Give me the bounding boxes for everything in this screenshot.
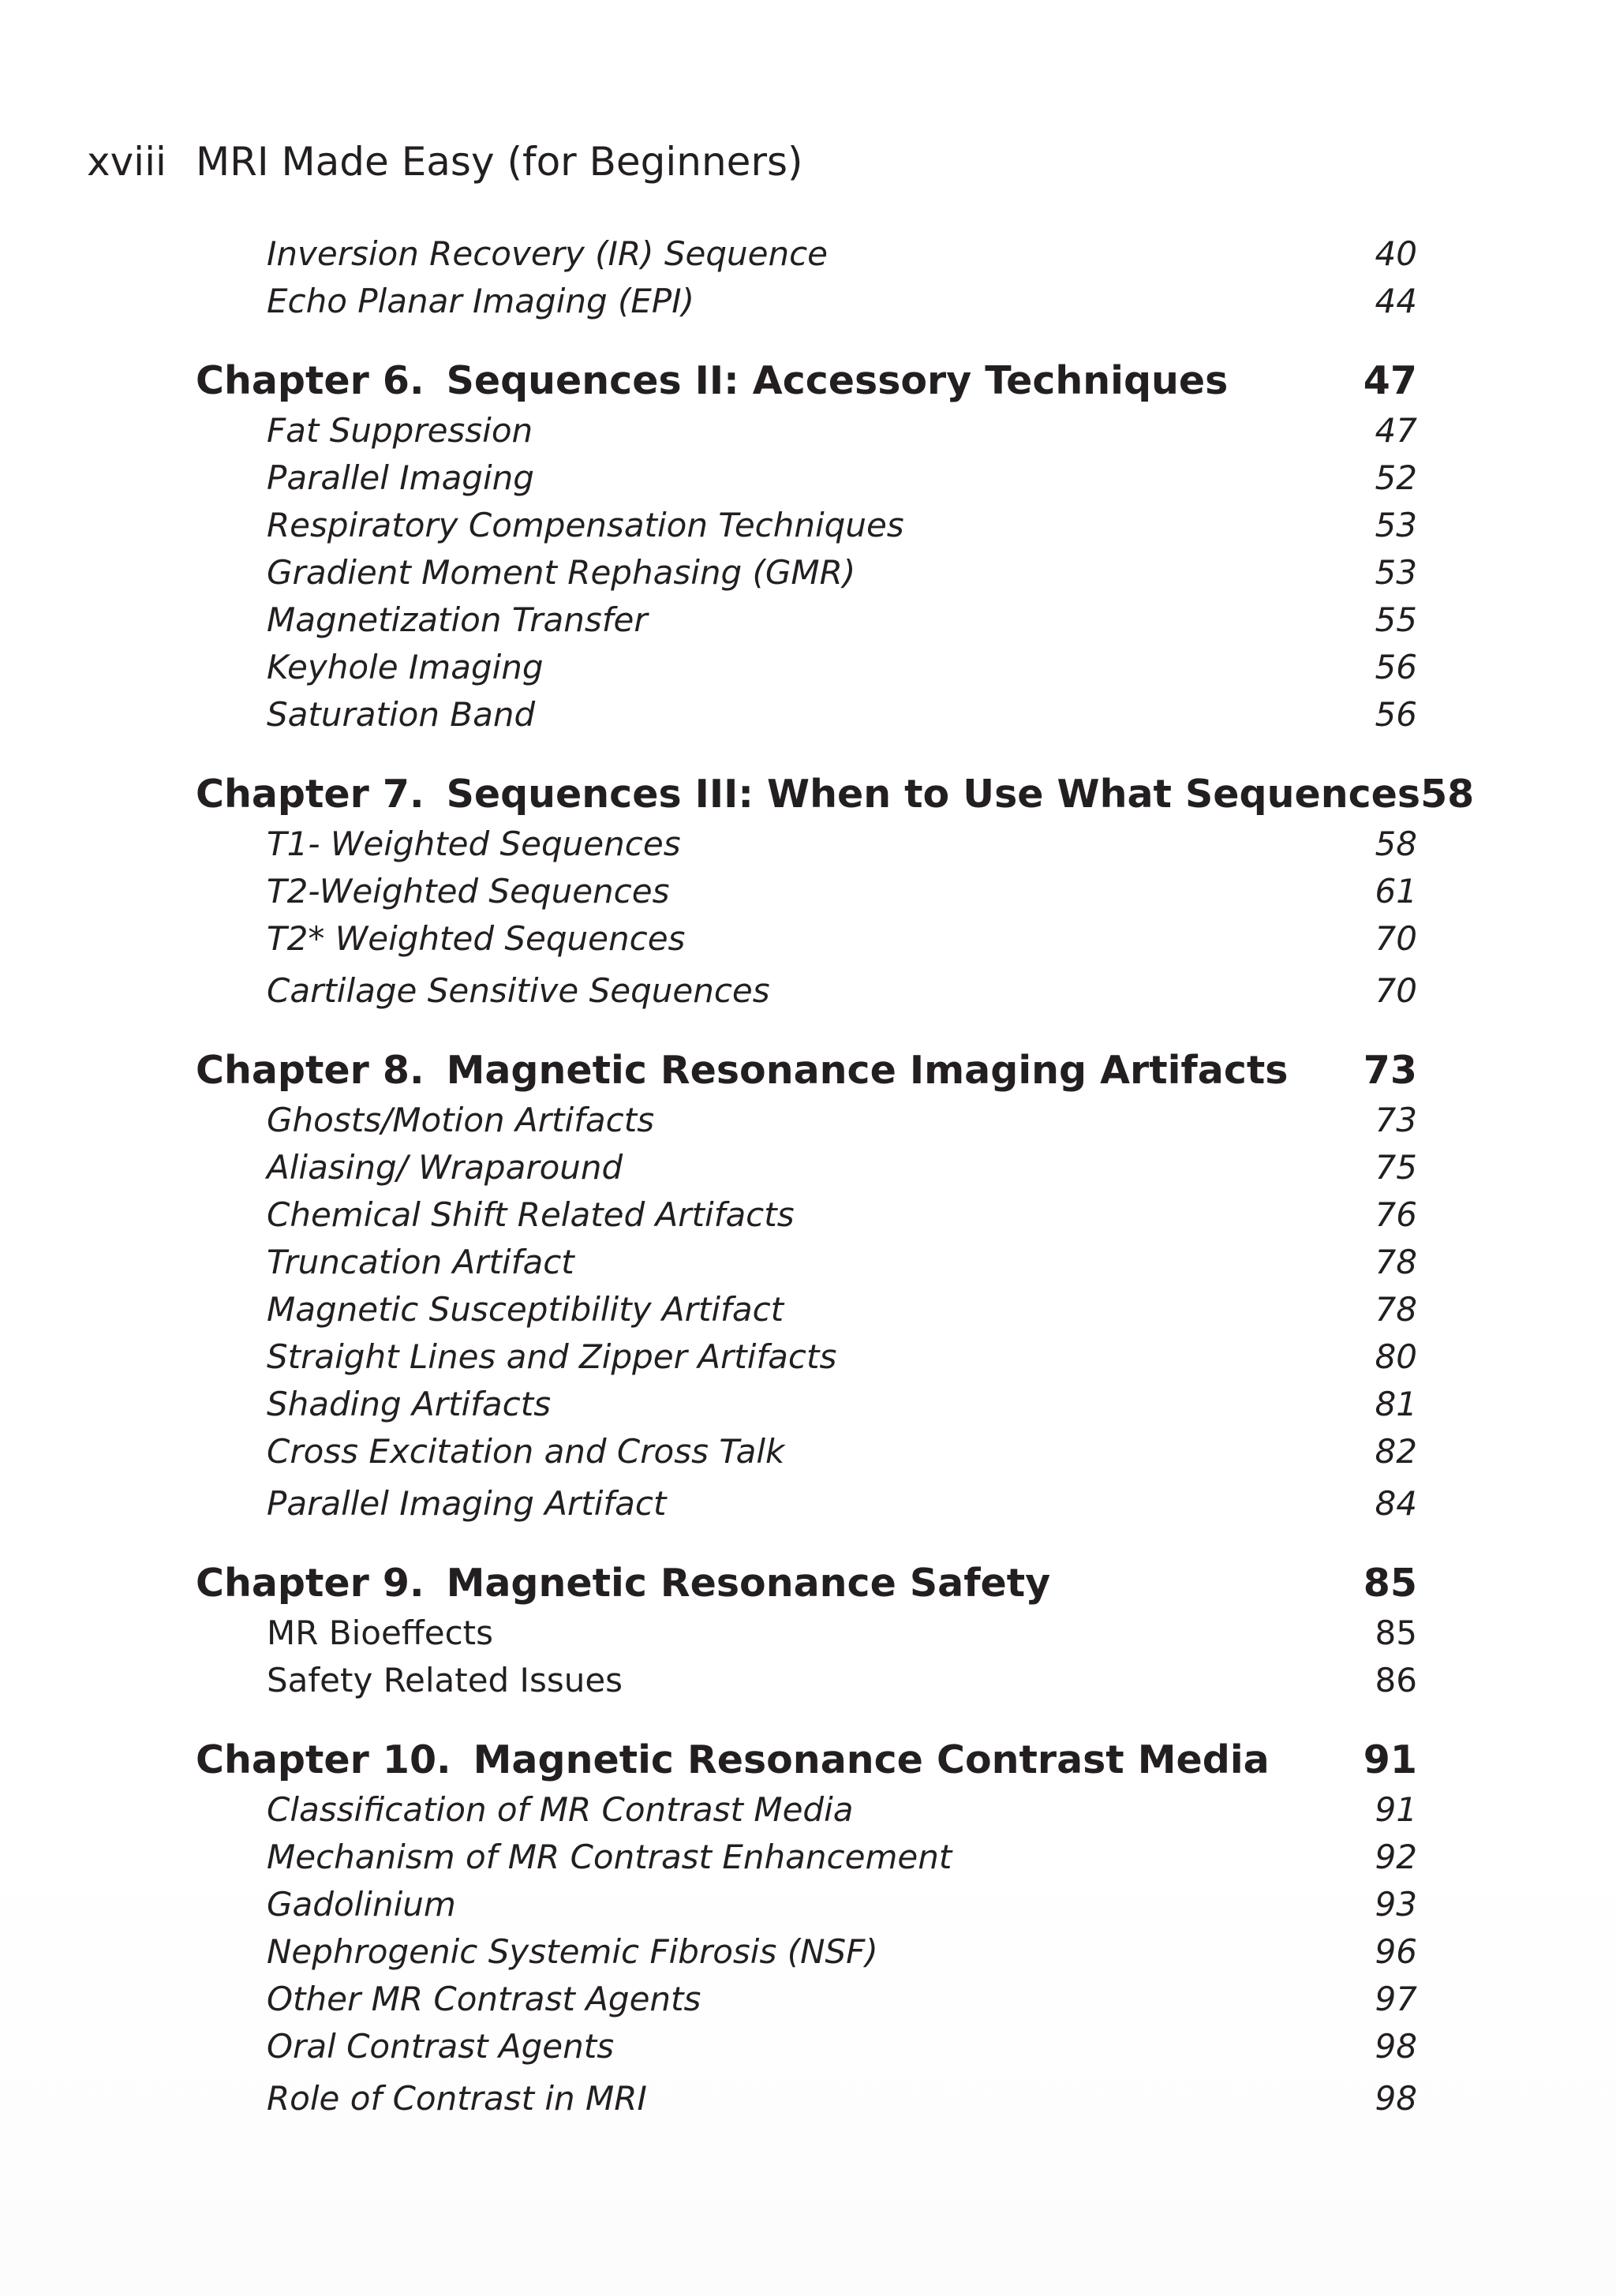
toc-entry[interactable] <box>196 1428 1417 1475</box>
entry-page: 98 <box>1375 2027 1417 2066</box>
entry-page: 56 <box>1375 695 1417 734</box>
toc-entry[interactable] <box>196 230 1417 278</box>
toc-entry[interactable] <box>196 549 1417 596</box>
toc-entry[interactable] <box>196 1097 1417 1144</box>
entry-title: Echo Planar Imaging (EPI) <box>267 282 695 320</box>
chapter-title: Sequences II: Accessory Techniques <box>446 358 1229 403</box>
entry-title: MR Bioeffects <box>267 1614 494 1652</box>
entry-page: 53 <box>1375 553 1417 592</box>
entry-page: 93 <box>1375 1885 1417 1924</box>
entry-page: 52 <box>1375 458 1417 497</box>
toc-entry[interactable] <box>196 1881 1417 1928</box>
entry-page: 85 <box>1375 1614 1417 1652</box>
page-folio: xviii <box>87 139 166 185</box>
chapter-page: 58 <box>1420 772 1475 817</box>
entry-title: Cartilage Sensitive Sequences <box>267 971 770 1010</box>
entry-page: 97 <box>1375 1980 1417 2018</box>
entry-title: Inversion Recovery (IR) Sequence <box>267 234 829 273</box>
entry-title: Saturation Band <box>267 695 536 734</box>
entry-title: Fat Suppression <box>267 411 533 450</box>
toc-entry[interactable] <box>196 868 1417 915</box>
chapter-label: Chapter 6. <box>196 358 425 403</box>
chapter-heading-text <box>196 1557 1050 1610</box>
toc-entry[interactable] <box>196 1786 1417 1834</box>
entry-title: Mechanism of MR Contrast Enhancement <box>267 1838 952 1876</box>
chapter-title: Magnetic Resonance Safety <box>446 1561 1051 1606</box>
toc-entry[interactable] <box>196 1381 1417 1428</box>
entry-page: 98 <box>1375 2079 1417 2118</box>
entry-page: 84 <box>1375 1484 1417 1523</box>
entry-title: T2* Weighted Sequences <box>267 919 686 958</box>
toc-entry[interactable] <box>196 1928 1417 1976</box>
chapter-page: 85 <box>1363 1561 1417 1606</box>
toc-entry[interactable] <box>196 1610 1417 1657</box>
entry-title: Aliasing/ Wraparound <box>267 1148 623 1187</box>
chapter-label: Chapter 8. <box>196 1048 425 1093</box>
chapter-page: 47 <box>1363 358 1417 403</box>
chapter-10 <box>196 1734 1417 2122</box>
chapter-heading-text <box>196 355 1228 407</box>
entry-title: Parallel Imaging Artifact <box>267 1484 667 1523</box>
chapter-9 <box>196 1557 1417 1704</box>
toc-entry[interactable] <box>196 644 1417 691</box>
chapter-heading[interactable] <box>196 1734 1417 1786</box>
entry-title: Role of Contrast in MRI <box>267 2079 647 2118</box>
entry-page: 58 <box>1375 825 1417 863</box>
entry-page: 75 <box>1375 1148 1417 1187</box>
chapter-entries <box>196 1610 1417 1704</box>
entry-page: 78 <box>1375 1243 1417 1281</box>
entry-page: 47 <box>1375 411 1417 450</box>
entry-title: Safety Related Issues <box>267 1661 623 1700</box>
entry-title: Nephrogenic Systemic Fibrosis (NSF) <box>267 1932 878 1971</box>
entry-page: 56 <box>1375 648 1417 686</box>
toc-entry[interactable] <box>196 1239 1417 1286</box>
chapter-heading-text <box>196 768 1420 821</box>
entry-page: 40 <box>1375 234 1417 273</box>
entry-title: Truncation Artifact <box>267 1243 574 1281</box>
toc-entry[interactable] <box>196 2075 1417 2122</box>
chapter-entries <box>196 1097 1417 1528</box>
chapter-title: Sequences III: When to Use What Sequences <box>446 772 1421 817</box>
toc-entry[interactable] <box>196 454 1417 502</box>
toc-entry[interactable] <box>196 596 1417 644</box>
entry-page: 55 <box>1375 600 1417 639</box>
running-head <box>87 136 803 188</box>
chapter-heading[interactable] <box>196 768 1475 821</box>
toc-entry[interactable] <box>196 502 1417 549</box>
entry-page: 86 <box>1375 1661 1417 1700</box>
chapter-7 <box>196 768 1475 1015</box>
toc-entry[interactable] <box>196 1191 1417 1239</box>
entry-title: Shading Artifacts <box>267 1385 552 1423</box>
chapter-page: 73 <box>1363 1048 1417 1093</box>
entry-title: Parallel Imaging <box>267 458 534 497</box>
chapter-8 <box>196 1045 1417 1528</box>
chapter-6 <box>196 355 1417 739</box>
entry-page: 70 <box>1375 971 1417 1010</box>
toc-entry[interactable] <box>196 2023 1417 2070</box>
chapter-entries <box>196 407 1417 739</box>
chapter-label: Chapter 9. <box>196 1561 425 1606</box>
toc-entry[interactable] <box>196 821 1417 868</box>
entry-page: 53 <box>1375 506 1417 544</box>
entry-title: Ghosts/Motion Artifacts <box>267 1101 655 1139</box>
entry-title: Chemical Shift Related Artifacts <box>267 1195 795 1234</box>
chapter-label: Chapter 7. <box>196 772 425 817</box>
entry-page: 81 <box>1375 1385 1417 1423</box>
entry-title: Straight Lines and Zipper Artifacts <box>267 1337 837 1376</box>
continuation-entries <box>196 230 1417 325</box>
toc-entry[interactable] <box>196 1976 1417 2023</box>
toc-entry[interactable] <box>196 1286 1417 1333</box>
entry-title: T2-Weighted Sequences <box>267 872 670 911</box>
chapter-heading-text <box>196 1734 1270 1786</box>
entry-title: Gradient Moment Rephasing (GMR) <box>267 553 856 592</box>
entry-page: 70 <box>1375 919 1417 958</box>
entry-page: 78 <box>1375 1290 1417 1329</box>
toc-continuation <box>196 230 1417 325</box>
toc-entry[interactable] <box>196 691 1417 739</box>
entry-title: Cross Excitation and Cross Talk <box>267 1432 785 1471</box>
toc-entry[interactable] <box>196 915 1417 963</box>
entry-page: 82 <box>1375 1432 1417 1471</box>
chapter-heading[interactable] <box>196 1045 1417 1097</box>
entry-title: Keyhole Imaging <box>267 648 544 686</box>
table-of-contents <box>196 230 1475 2122</box>
toc-entry[interactable] <box>196 278 1417 325</box>
entry-page: 44 <box>1375 282 1417 320</box>
entry-page: 96 <box>1375 1932 1417 1971</box>
toc-entry[interactable] <box>196 967 1417 1015</box>
entry-page: 61 <box>1375 872 1417 911</box>
entry-title: Respiratory Compensation Techniques <box>267 506 904 544</box>
entry-title: Classification of MR Contrast Media <box>267 1790 854 1829</box>
toc-entry[interactable] <box>196 1480 1417 1528</box>
entry-page: 91 <box>1375 1790 1417 1829</box>
entry-title: Other MR Contrast Agents <box>267 1980 701 2018</box>
toc-entry[interactable] <box>196 1657 1417 1704</box>
entry-page: 92 <box>1375 1838 1417 1876</box>
book-title: MRI Made Easy (for Beginners) <box>196 139 803 185</box>
toc-entry[interactable] <box>196 407 1417 454</box>
toc-entry[interactable] <box>196 1333 1417 1381</box>
chapter-heading-text <box>196 1045 1288 1097</box>
chapter-heading[interactable] <box>196 355 1417 407</box>
entry-title: Magnetization Transfer <box>267 600 648 639</box>
chapter-title: Magnetic Resonance Imaging Artifacts <box>446 1048 1289 1093</box>
entry-title: Gadolinium <box>267 1885 456 1924</box>
entry-title: T1- Weighted Sequences <box>267 825 681 863</box>
toc-entry[interactable] <box>196 1144 1417 1191</box>
entry-page: 80 <box>1375 1337 1417 1376</box>
entry-page: 73 <box>1375 1101 1417 1139</box>
entry-title: Oral Contrast Agents <box>267 2027 615 2066</box>
chapter-entries <box>196 821 1417 1015</box>
toc-entry[interactable] <box>196 1834 1417 1881</box>
chapter-label: Chapter 10. <box>196 1737 451 1782</box>
chapter-heading[interactable] <box>196 1557 1417 1610</box>
entry-title: Magnetic Susceptibility Artifact <box>267 1290 784 1329</box>
chapter-title: Magnetic Resonance Contrast Media <box>473 1737 1270 1782</box>
entry-page: 76 <box>1375 1195 1417 1234</box>
chapter-entries <box>196 1786 1417 2122</box>
chapter-page: 91 <box>1363 1737 1417 1782</box>
